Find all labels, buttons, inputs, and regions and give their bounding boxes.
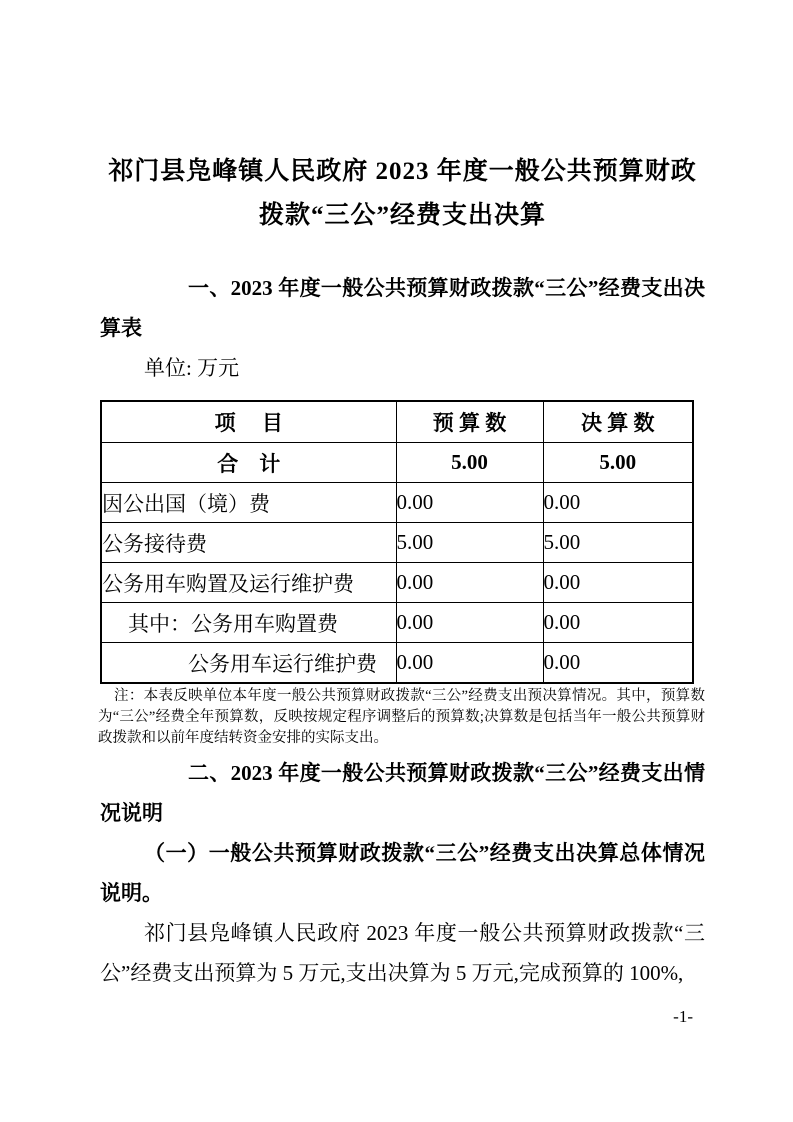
column-header-item: 项 目	[101, 401, 396, 443]
row-budget-value: 0.00	[396, 563, 543, 603]
table-header-row	[101, 401, 693, 443]
table-row-vehicle-total	[101, 563, 693, 603]
row-item-label: 公务接待费	[101, 523, 396, 563]
table-row-vehicle-maintenance	[101, 643, 693, 684]
row-item-label: 其中：公务用车购置费	[101, 603, 396, 643]
row-final-value: 5.00	[543, 523, 693, 563]
table-row-vehicle-purchase	[101, 603, 693, 643]
row-budget-value: 0.00	[396, 643, 543, 684]
row-budget-value: 0.00	[396, 483, 543, 523]
row-final-value: 5.00	[543, 443, 693, 483]
row-final-value: 0.00	[543, 643, 693, 684]
column-header-budget: 预 算 数	[396, 401, 543, 443]
document-title-line1: 祁门县凫峰镇人民政府 2023 年度一般公共预算财政	[108, 158, 697, 185]
document-title-line2: 拨款“三公”经费支出决算	[258, 202, 546, 229]
page-number: -1-	[673, 1007, 693, 1026]
section2-heading: 二、2023 年度一般公共预算财政拨款“三公”经费支出情况说明	[100, 761, 705, 825]
row-final-value: 0.00	[543, 603, 693, 643]
table-row-abroad	[101, 483, 693, 523]
row-budget-value: 5.00	[396, 523, 543, 563]
row-final-value: 0.00	[543, 483, 693, 523]
document-title	[100, 150, 705, 238]
section2-sub-heading: （一）一般公共预算财政拨款“三公”经费支出决算总体情况说明。	[100, 841, 705, 905]
table-row-reception	[101, 523, 693, 563]
row-item-label: 合 计	[101, 443, 396, 483]
row-budget-value: 0.00	[396, 603, 543, 643]
row-final-value: 0.00	[543, 563, 693, 603]
table-row-total	[101, 443, 693, 483]
three-public-expense-table	[100, 400, 694, 684]
column-header-final: 决 算 数	[543, 401, 693, 443]
row-budget-value: 5.00	[396, 443, 543, 483]
section2-body-paragraph: 祁门县凫峰镇人民政府 2023 年度一般公共预算财政拨款“三公”经费支出预算为 5 万元,支出决算为 5 万元,完成预算的 100%,	[100, 921, 705, 985]
table-note: 注：本表反映单位本年度一般公共预算财政拨款“三公”经费支出预决算情况。其中，预算数为“三公”经费全年预算数，反映按规定程序调整后的预算数;决算数是包括当年一般公共预算财政拨款和以前年度结转资金安排的实际支出。	[98, 688, 705, 746]
row-item-label: 公务用车购置及运行维护费	[101, 563, 396, 603]
row-item-label: 公务用车运行维护费	[101, 643, 396, 684]
unit-label: 单位: 万元	[144, 356, 240, 380]
section1-heading: 一、2023 年度一般公共预算财政拨款“三公”经费支出决算表	[100, 276, 705, 340]
row-item-label: 因公出国（境）费	[101, 483, 396, 523]
